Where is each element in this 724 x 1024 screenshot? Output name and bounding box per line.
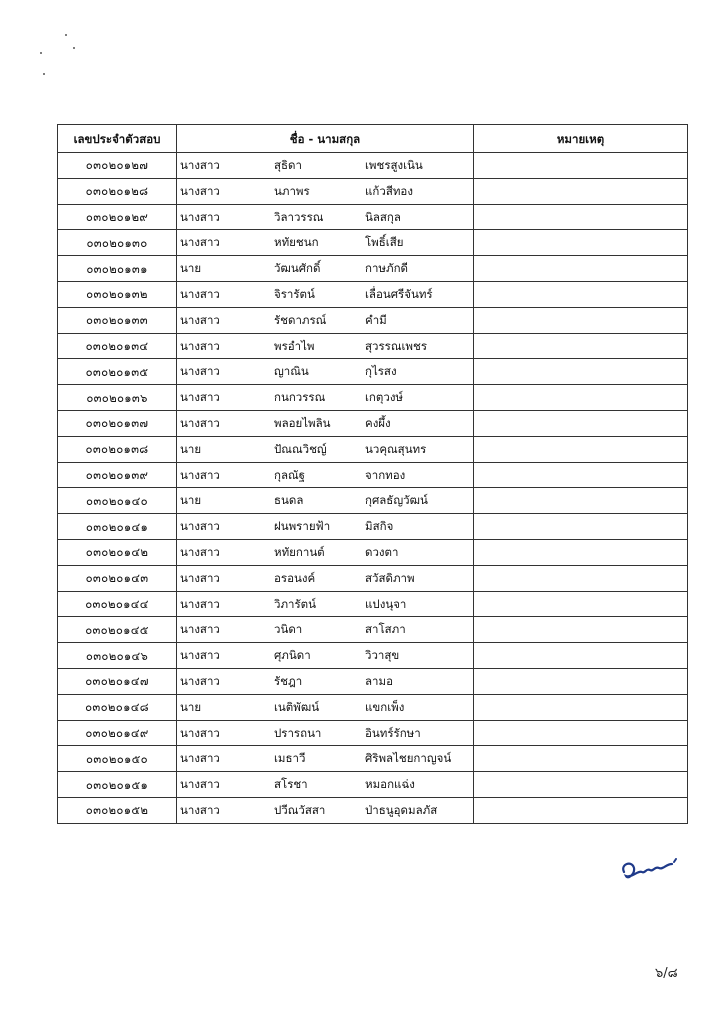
exam-id-cell: ๐๓๐๒๐๑๕๐	[58, 746, 177, 772]
title-prefix: นางสาว	[180, 570, 220, 585]
first-name: ปัณณวิชญ์	[274, 441, 327, 456]
last-name: กุไรสง	[365, 364, 397, 379]
title-prefix: นางสาว	[180, 673, 220, 688]
exam-id-cell: ๐๓๐๒๐๑๓๕	[58, 359, 177, 385]
title-prefix: นาย	[180, 261, 202, 276]
table-row	[58, 385, 688, 411]
last-name: นิลสกุล	[365, 209, 401, 224]
remarks-cell	[474, 539, 688, 565]
first-name: จิรารัตน์	[274, 286, 315, 301]
title-prefix: นางสาว	[180, 622, 220, 637]
full-name-cell	[177, 720, 474, 746]
last-name: เกตุวงษ์	[365, 390, 404, 405]
remarks-cell	[474, 617, 688, 643]
first-name: วนิดา	[274, 622, 303, 637]
exam-id-cell: ๐๓๐๒๐๑๔๗	[58, 668, 177, 694]
last-name: นวคุณสุนทร	[365, 441, 427, 456]
remarks-cell	[474, 281, 688, 307]
exam-id-cell: ๐๓๐๒๐๑๓๒	[58, 281, 177, 307]
full-name-cell	[177, 694, 474, 720]
first-name: ปวีณวัสสา	[274, 802, 326, 817]
table-row	[58, 694, 688, 720]
title-prefix: นางสาว	[180, 415, 220, 430]
full-name-cell	[177, 230, 474, 256]
full-name-cell	[177, 410, 474, 436]
last-name: โพธิ์เสีย	[365, 235, 404, 250]
full-name-cell	[177, 797, 474, 823]
last-name: จากทอง	[365, 467, 406, 482]
last-name: สุวรรณเพชร	[365, 338, 427, 353]
remarks-cell	[474, 565, 688, 591]
full-name-cell	[177, 539, 474, 565]
exam-id-cell: ๐๓๐๒๐๑๔๙	[58, 720, 177, 746]
title-prefix: นางสาว	[180, 648, 220, 663]
table-row	[58, 539, 688, 565]
first-name: ปรารถนา	[274, 725, 322, 740]
title-prefix: นางสาว	[180, 802, 220, 817]
table-row	[58, 462, 688, 488]
exam-id-cell: ๐๓๐๒๐๑๓๖	[58, 385, 177, 411]
exam-id-cell: ๐๓๐๒๐๑๔๖	[58, 643, 177, 669]
exam-id-cell: ๐๓๐๒๐๑๓๘	[58, 436, 177, 462]
table-row	[58, 307, 688, 333]
table-row	[58, 178, 688, 204]
exam-id-cell: ๐๓๐๒๐๑๓๓	[58, 307, 177, 333]
table-row	[58, 359, 688, 385]
first-name: หทัยชนก	[274, 235, 319, 250]
last-name: เพชรสูงเนิน	[365, 158, 423, 172]
exam-id-cell: ๐๓๐๒๐๑๔๓	[58, 565, 177, 591]
table-row	[58, 797, 688, 823]
title-prefix: นาย	[180, 493, 202, 508]
exam-id-cell: ๐๓๐๒๐๑๓๔	[58, 333, 177, 359]
title-prefix: นางสาว	[180, 235, 220, 250]
last-name: คำมี	[365, 312, 387, 327]
title-prefix: นางสาว	[180, 158, 220, 172]
exam-id-cell: ๐๓๐๒๐๑๒๘	[58, 178, 177, 204]
last-name: เลื่อนศรีจันทร์	[365, 286, 433, 301]
title-prefix: นางสาว	[180, 519, 220, 534]
last-name: กุศลธัญวัฒน์	[365, 493, 428, 508]
first-name: นภาพร	[274, 183, 310, 198]
candidate-roster-table	[57, 124, 688, 824]
last-name: แปงนุจา	[365, 596, 407, 611]
table-row	[58, 230, 688, 256]
full-name-cell	[177, 591, 474, 617]
table-row	[58, 204, 688, 230]
header-remarks: หมายเหตุ	[474, 125, 688, 153]
table-row	[58, 514, 688, 540]
remarks-cell	[474, 153, 688, 179]
remarks-cell	[474, 694, 688, 720]
title-prefix: นางสาว	[180, 777, 220, 792]
first-name: ญาณิน	[274, 364, 309, 379]
last-name: ศิริพลไชยกาญจน์	[365, 751, 452, 766]
exam-id-cell: ๐๓๐๒๐๑๓๐	[58, 230, 177, 256]
scan-speck	[73, 47, 75, 49]
full-name-cell	[177, 307, 474, 333]
exam-id-cell: ๐๓๐๒๐๑๒๗	[58, 153, 177, 179]
full-name-cell	[177, 617, 474, 643]
exam-id-cell: ๐๓๐๒๐๑๓๑	[58, 256, 177, 282]
table-row	[58, 591, 688, 617]
page-number: ๖/๘	[655, 966, 678, 981]
title-prefix: นางสาว	[180, 725, 220, 740]
title-prefix: นาย	[180, 699, 202, 714]
first-name: กนกวรรณ	[274, 390, 326, 405]
first-name: รัชดาภรณ์	[274, 312, 327, 327]
table-row	[58, 153, 688, 179]
first-name: วิลาวรรณ	[274, 209, 324, 224]
remarks-cell	[474, 797, 688, 823]
first-name: พลอยไพลิน	[274, 415, 331, 430]
last-name: กาษภักดี	[365, 261, 409, 276]
remarks-cell	[474, 333, 688, 359]
title-prefix: นางสาว	[180, 596, 220, 611]
full-name-cell	[177, 281, 474, 307]
first-name: สโรชา	[274, 777, 308, 792]
full-name-cell	[177, 565, 474, 591]
last-name: วิวาสุข	[365, 648, 400, 663]
table-row	[58, 281, 688, 307]
first-name: วัฒนศักดิ์	[274, 261, 321, 276]
last-name: หมอกแฉ่ง	[365, 777, 415, 792]
first-name: อรอนงค์	[274, 570, 316, 585]
title-prefix: นางสาว	[180, 312, 220, 327]
full-name-cell	[177, 178, 474, 204]
full-name-cell	[177, 359, 474, 385]
title-prefix: นางสาว	[180, 183, 220, 198]
title-prefix: นางสาว	[180, 286, 220, 301]
exam-id-cell: ๐๓๐๒๐๑๓๗	[58, 410, 177, 436]
full-name-cell	[177, 462, 474, 488]
remarks-cell	[474, 462, 688, 488]
remarks-cell	[474, 668, 688, 694]
first-name: หทัยกานต์	[274, 544, 325, 559]
last-name: ดวงตา	[365, 544, 399, 559]
remarks-cell	[474, 256, 688, 282]
full-name-cell	[177, 204, 474, 230]
table-row	[58, 772, 688, 798]
first-name: เนติพัฒน์	[274, 699, 320, 714]
first-name: วิภารัตน์	[274, 596, 317, 611]
first-name: ศุภนิดา	[274, 648, 311, 663]
exam-id-cell: ๐๓๐๒๐๑๔๔	[58, 591, 177, 617]
full-name-cell	[177, 385, 474, 411]
exam-id-cell: ๐๓๐๒๐๑๔๑	[58, 514, 177, 540]
remarks-cell	[474, 436, 688, 462]
last-name: อินทร์รักษา	[365, 725, 421, 740]
full-name-cell	[177, 436, 474, 462]
first-name: กุลณัฐ	[274, 467, 306, 482]
title-prefix: นางสาว	[180, 209, 220, 224]
last-name: แขกเพ็ง	[365, 699, 405, 714]
title-prefix: นางสาว	[180, 467, 220, 482]
last-name: สาโสภา	[365, 622, 406, 637]
exam-id-cell: ๐๓๐๒๐๑๓๙	[58, 462, 177, 488]
full-name-cell	[177, 333, 474, 359]
remarks-cell	[474, 643, 688, 669]
last-name: สวัสดิภาพ	[365, 570, 415, 585]
last-name: แก้วสีทอง	[365, 183, 413, 198]
first-name: ฝนพรายฟ้า	[274, 519, 331, 534]
remarks-cell	[474, 488, 688, 514]
remarks-cell	[474, 720, 688, 746]
remarks-cell	[474, 591, 688, 617]
remarks-cell	[474, 410, 688, 436]
exam-id-cell: ๐๓๐๒๐๑๕๒	[58, 797, 177, 823]
exam-id-cell: ๐๓๐๒๐๑๒๙	[58, 204, 177, 230]
remarks-cell	[474, 772, 688, 798]
table-row	[58, 617, 688, 643]
title-prefix: นางสาว	[180, 338, 220, 353]
table-row	[58, 256, 688, 282]
remarks-cell	[474, 746, 688, 772]
title-prefix: นางสาว	[180, 544, 220, 559]
full-name-cell	[177, 153, 474, 179]
remarks-cell	[474, 178, 688, 204]
table-body	[58, 153, 688, 824]
exam-id-cell: ๐๓๐๒๐๑๔๐	[58, 488, 177, 514]
full-name-cell	[177, 514, 474, 540]
remarks-cell	[474, 514, 688, 540]
last-name: ป่าธนูอุดมลภัส	[365, 802, 438, 817]
exam-id-cell: ๐๓๐๒๐๑๔๘	[58, 694, 177, 720]
exam-id-cell: ๐๓๐๒๐๑๔๕	[58, 617, 177, 643]
remarks-cell	[474, 204, 688, 230]
exam-id-cell: ๐๓๐๒๐๑๔๒	[58, 539, 177, 565]
last-name: คงผึ้ง	[365, 415, 391, 430]
table-row	[58, 565, 688, 591]
signature-mark	[618, 856, 680, 886]
full-name-cell	[177, 772, 474, 798]
full-name-cell	[177, 256, 474, 282]
first-name: พรอำไพ	[274, 338, 315, 353]
table-row	[58, 410, 688, 436]
full-name-cell	[177, 668, 474, 694]
scan-speck	[43, 73, 45, 75]
first-name: ธนดล	[274, 493, 304, 508]
full-name-cell	[177, 746, 474, 772]
full-name-cell	[177, 643, 474, 669]
remarks-cell	[474, 359, 688, 385]
table-row	[58, 668, 688, 694]
table-row	[58, 333, 688, 359]
table-row	[58, 488, 688, 514]
table-row	[58, 746, 688, 772]
table-header-row	[58, 125, 688, 153]
title-prefix: นางสาว	[180, 364, 220, 379]
title-prefix: นางสาว	[180, 390, 220, 405]
header-full-name: ชื่อ - นามสกุล	[177, 125, 474, 153]
title-prefix: นาย	[180, 441, 202, 456]
header-exam-id: เลขประจำตัวสอบ	[58, 125, 177, 153]
title-prefix: นางสาว	[180, 751, 220, 766]
scan-speck	[40, 52, 42, 54]
scan-speck	[65, 34, 67, 36]
exam-id-cell: ๐๓๐๒๐๑๕๑	[58, 772, 177, 798]
table-row	[58, 643, 688, 669]
table-row	[58, 720, 688, 746]
remarks-cell	[474, 230, 688, 256]
first-name: รัชฎา	[274, 673, 303, 688]
last-name: มิสกิจ	[365, 519, 394, 534]
full-name-cell	[177, 488, 474, 514]
remarks-cell	[474, 307, 688, 333]
first-name: สุธิดา	[274, 158, 302, 172]
remarks-cell	[474, 385, 688, 411]
first-name: เมธาวี	[274, 751, 306, 766]
table-row	[58, 436, 688, 462]
last-name: ลามอ	[365, 673, 393, 688]
